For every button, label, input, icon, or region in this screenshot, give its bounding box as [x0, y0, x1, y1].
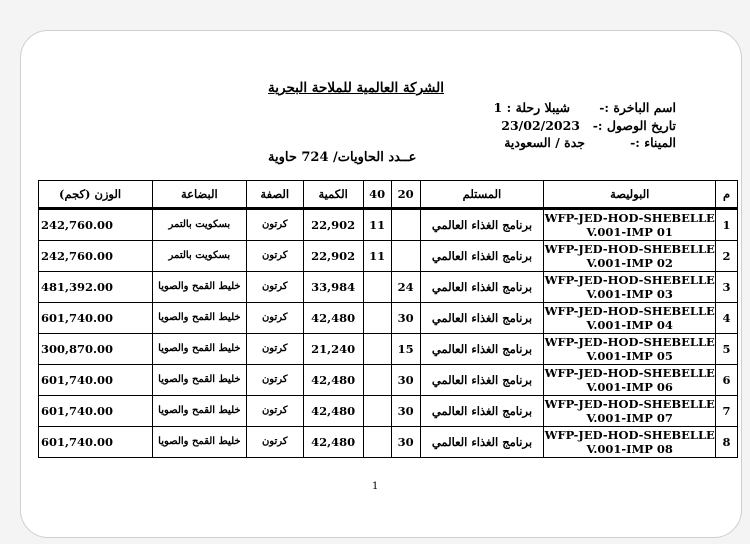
cell-40 — [363, 303, 391, 334]
cell-quantity: 33,984 — [303, 272, 363, 303]
policy-line-2: V.001-IMP 07 — [586, 411, 673, 425]
table-row — [39, 427, 738, 458]
cell-40 — [363, 427, 391, 458]
cell-no: 7 — [716, 396, 738, 427]
cell-weight: 300,870.00 — [39, 334, 153, 365]
cell-20: 30 — [391, 365, 420, 396]
cell-receiver: برنامج الغذاء العالمي — [420, 241, 544, 272]
cell-unit: كرتون — [246, 303, 303, 334]
cell-unit: كرتون — [246, 427, 303, 458]
policy-line-1: WFP-JED-HOD-SHEBELLE — [544, 273, 715, 287]
cell-40 — [363, 365, 391, 396]
policy-line-2: V.001-IMP 04 — [586, 318, 673, 332]
cell-20: 30 — [391, 303, 420, 334]
header-40: 40 — [363, 181, 391, 209]
header-no: م — [716, 181, 738, 209]
header-policy: البوليصة — [544, 181, 716, 209]
ship-label: اسم الباخرة :- — [599, 100, 676, 115]
table-row — [39, 272, 738, 303]
cell-no: 3 — [716, 272, 738, 303]
header-receiver: المستلم — [420, 181, 544, 209]
cell-goods: خليط القمح والصويا — [152, 365, 246, 396]
cell-receiver: برنامج الغذاء العالمي — [420, 365, 544, 396]
cell-20: 15 — [391, 334, 420, 365]
cell-quantity: 42,480 — [303, 365, 363, 396]
cell-unit: كرتون — [246, 272, 303, 303]
cell-policy — [544, 241, 716, 272]
table-row — [39, 303, 738, 334]
policy-line-2: V.001-IMP 01 — [586, 225, 673, 239]
cell-unit: كرتون — [246, 396, 303, 427]
cell-unit: كرتون — [246, 365, 303, 396]
page-number: 1 — [372, 481, 379, 492]
cell-policy — [544, 209, 716, 241]
cell-weight: 601,740.00 — [39, 427, 153, 458]
cell-unit: كرتون — [246, 209, 303, 241]
cell-20: 30 — [391, 396, 420, 427]
table-row — [39, 209, 738, 241]
cell-no: 2 — [716, 241, 738, 272]
cell-40: 11 — [363, 209, 391, 241]
cell-receiver: برنامج الغذاء العالمي — [420, 303, 544, 334]
cell-receiver: برنامج الغذاء العالمي — [420, 272, 544, 303]
cell-goods: خليط القمح والصويا — [152, 396, 246, 427]
cell-goods: بسكويت بالتمر — [152, 241, 246, 272]
cell-weight: 242,760.00 — [39, 209, 153, 241]
cell-receiver: برنامج الغذاء العالمي — [420, 209, 544, 241]
cell-weight: 601,740.00 — [39, 396, 153, 427]
policy-line-1: WFP-JED-HOD-SHEBELLE — [544, 366, 715, 380]
table-header-row — [39, 181, 738, 209]
ship-value: شيبلا رحلة : 1 — [493, 100, 570, 115]
cell-quantity: 22,902 — [303, 209, 363, 241]
containers-table — [38, 180, 738, 458]
cell-policy — [544, 427, 716, 458]
cell-quantity: 21,240 — [303, 334, 363, 365]
cell-goods: خليط القمح والصويا — [152, 427, 246, 458]
arrival-label: تاريخ الوصول :- — [592, 118, 676, 133]
cell-policy — [544, 365, 716, 396]
cell-unit: كرتون — [246, 334, 303, 365]
cell-40 — [363, 272, 391, 303]
cell-weight: 601,740.00 — [39, 365, 153, 396]
cell-goods: بسكويت بالتمر — [152, 209, 246, 241]
cell-no: 1 — [716, 209, 738, 241]
cell-policy — [544, 272, 716, 303]
policy-line-2: V.001-IMP 06 — [586, 380, 673, 394]
cell-weight: 242,760.00 — [39, 241, 153, 272]
cell-40 — [363, 396, 391, 427]
cell-quantity: 42,480 — [303, 427, 363, 458]
header-weight: الوزن (كجم) — [39, 181, 153, 209]
cell-goods: خليط القمح والصويا — [152, 272, 246, 303]
policy-line-2: V.001-IMP 08 — [586, 442, 673, 456]
company-title: الشركة العالمية للملاحة البحرية — [268, 80, 444, 96]
header-unit: الصفة — [246, 181, 303, 209]
cell-quantity: 42,480 — [303, 303, 363, 334]
table-row — [39, 241, 738, 272]
table-row — [39, 365, 738, 396]
policy-line-1: WFP-JED-HOD-SHEBELLE — [544, 242, 715, 256]
cell-policy — [544, 334, 716, 365]
cell-goods: خليط القمح والصويا — [152, 303, 246, 334]
cell-weight: 601,740.00 — [39, 303, 153, 334]
policy-line-2: V.001-IMP 05 — [586, 349, 673, 363]
cell-40 — [363, 334, 391, 365]
table-row — [39, 334, 738, 365]
cell-quantity: 22,902 — [303, 241, 363, 272]
policy-line-1: WFP-JED-HOD-SHEBELLE — [544, 304, 715, 318]
header-quantity: الكمية — [303, 181, 363, 209]
policy-line-2: V.001-IMP 02 — [586, 256, 673, 270]
cell-receiver: برنامج الغذاء العالمي — [420, 334, 544, 365]
cell-20 — [391, 209, 420, 241]
policy-line-1: WFP-JED-HOD-SHEBELLE — [544, 397, 715, 411]
table-row — [39, 396, 738, 427]
cell-unit: كرتون — [246, 241, 303, 272]
cell-weight: 481,392.00 — [39, 272, 153, 303]
cell-no: 5 — [716, 334, 738, 365]
policy-line-1: WFP-JED-HOD-SHEBELLE — [544, 211, 715, 225]
policy-line-1: WFP-JED-HOD-SHEBELLE — [544, 428, 715, 442]
policy-line-1: WFP-JED-HOD-SHEBELLE — [544, 335, 715, 349]
cell-quantity: 42,480 — [303, 396, 363, 427]
cell-no: 8 — [716, 427, 738, 458]
port-label: الميناء :- — [630, 135, 676, 150]
cell-policy — [544, 396, 716, 427]
cell-20 — [391, 241, 420, 272]
cell-20: 24 — [391, 272, 420, 303]
policy-line-2: V.001-IMP 03 — [586, 287, 673, 301]
cell-policy — [544, 303, 716, 334]
cell-goods: خليط القمح والصويا — [152, 334, 246, 365]
cell-no: 4 — [716, 303, 738, 334]
arrival-value: 23/02/2023 — [501, 118, 580, 133]
cell-20: 30 — [391, 427, 420, 458]
container-count: عــدد الحاويات/ 724 حاوية — [268, 150, 417, 165]
port-value: جدة / السعودية — [504, 135, 585, 150]
cell-receiver: برنامج الغذاء العالمي — [420, 427, 544, 458]
cell-40: 11 — [363, 241, 391, 272]
cell-no: 6 — [716, 365, 738, 396]
header-goods: البضاعة — [152, 181, 246, 209]
cell-receiver: برنامج الغذاء العالمي — [420, 396, 544, 427]
header-20: 20 — [391, 181, 420, 209]
